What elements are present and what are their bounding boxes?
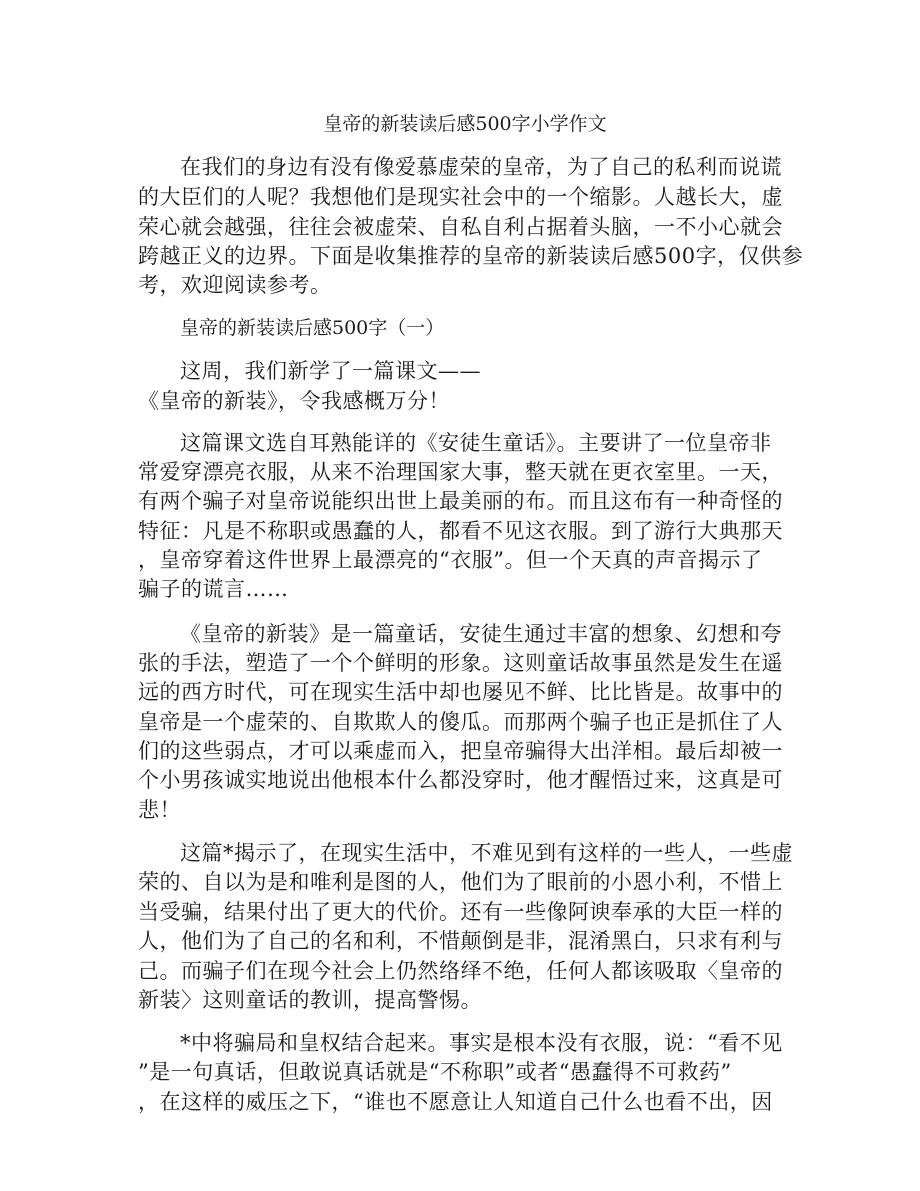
paragraph-line: 新装〉这则童话的教训，提高警惕。 — [138, 988, 482, 1012]
intro-line: 荣心就会越强，往往会被虚荣、自私自利占据着头脑，一不小心就会 — [138, 215, 783, 239]
paragraph-line: 皇帝是一个虚荣的、自欺欺人的傻瓜。而那两个骗子也正是抓住了人 — [138, 710, 783, 734]
paragraph-line: 当受骗，结果付出了更大的代价。还有一些像阿谀奉承的大臣一样的 — [138, 900, 783, 924]
paragraph-line: 荣的、自以为是和唯利是图的人，他们为了眼前的小恩小利，不惜上 — [138, 870, 783, 894]
paragraph-line: *中将骗局和皇权结合起来。事实是根本没有衣服，说：“看不见 — [180, 1031, 783, 1055]
paragraph-line: 人，他们为了自己的名和利，不惜颠倒是非，混淆黑白，只求有利与 — [138, 929, 783, 953]
paragraph-line: 张的手法，塑造了一个个鲜明的形象。这则童话故事虽然是发生在遥 — [138, 651, 783, 675]
intro-line: 跨越正义的边界。下面是收集推荐的皇帝的新装读后感500字，仅供参 — [138, 244, 804, 268]
intro-line: 在我们的身边有没有像爱慕虚荣的皇帝，为了自己的私利而说谎 — [180, 155, 782, 179]
paragraph-line: 常爱穿漂亮衣服，从来不治理国家大事，整天就在更衣室里。一天， — [138, 460, 783, 484]
paragraph-line: 这周，我们新学了一篇课文—— — [180, 359, 481, 383]
paragraph-line: ”是一句真话，但敢说真话就是“不称职”或者“愚蠢得不可救药” — [138, 1060, 732, 1084]
section-heading: 皇帝的新装读后感500字（一） — [180, 317, 445, 339]
paragraph-line: ，皇帝穿着这件世界上最漂亮的“衣服”。但一个天真的声音揭示了 — [138, 548, 763, 572]
paragraph-line: 们的这些弱点，才可以乘虚而入，把皇帝骗得大出洋相。最后却被一 — [138, 739, 783, 763]
intro-line: 的大臣们的人呢？我想他们是现实社会中的一个缩影。人越长大，虚 — [138, 185, 783, 209]
paragraph-line: 远的西方时代，可在现实生活中却也屡见不鲜、比比皆是。故事中的 — [138, 680, 783, 704]
intro-line: 考，欢迎阅读参考。 — [138, 273, 332, 297]
paragraph-line: 己。而骗子们在现今社会上仍然络绎不绝，任何人都该吸取〈皇帝的 — [138, 959, 783, 983]
paragraph-line: 《皇帝的新装》，令我感概万分！ — [138, 389, 450, 413]
paragraph-line: 《皇帝的新装》是一篇童话，安徒生通过丰富的想象、幻想和夸 — [180, 622, 782, 646]
document-title: 皇帝的新装读后感500字小学作文 — [323, 113, 607, 135]
paragraph-line: 个小男孩诚实地说出他根本什么都没穿时，他才醒悟过来，这真是可 — [138, 768, 783, 792]
paragraph-line: ，在这样的威压之下，“谁也不愿意让人知道自己什么也看不出，因 — [138, 1090, 773, 1114]
paragraph-line: 这篇课文选自耳熟能详的《安徒生童话》。主要讲了一位皇帝非 — [180, 431, 772, 455]
paragraph-line: 骗子的谎言…… — [138, 577, 289, 601]
paragraph-line: 悲！ — [138, 798, 181, 822]
paragraph-line: 有两个骗子对皇帝说能织出世上最美丽的布。而且这布有一种奇怪的 — [138, 489, 783, 513]
paragraph-line: 这篇*揭示了，在现实生活中，不难见到有这样的一些人，一些虚 — [180, 841, 793, 865]
paragraph-line: 特征：凡是不称职或愚蠢的人，都看不见这衣服。到了游行大典那天 — [138, 519, 783, 543]
